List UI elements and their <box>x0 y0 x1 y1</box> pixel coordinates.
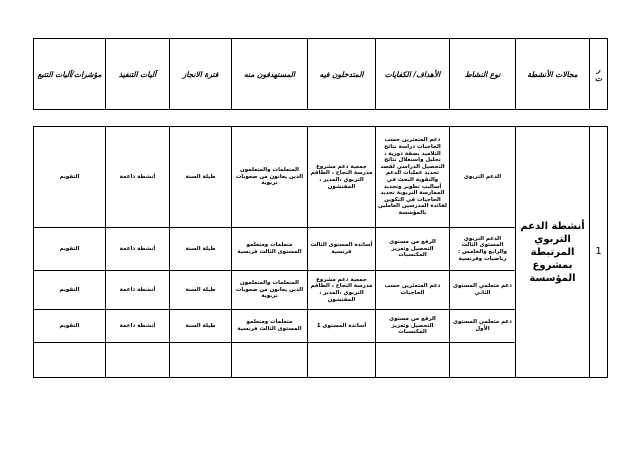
cell-beneficiaries: متعلمات ومتعلمو المستوى الثالث فرنسية <box>232 228 308 271</box>
header-period: فترة الانجاز <box>170 39 232 110</box>
cell-indicators: التقويم <box>34 310 106 343</box>
cell-period: طيلة السنة <box>170 310 232 343</box>
header-row <box>34 39 608 110</box>
cell-mechanisms: أنشطة داعمة <box>106 228 170 271</box>
cell-type: دعم متعلمي المستوى الثاني <box>450 271 516 310</box>
activity-plan-table <box>33 38 608 378</box>
table-row <box>34 127 608 228</box>
header-beneficiaries: المستهدفون منه <box>232 39 308 110</box>
cell-actors: جمعية دعم مشروع مدرسة النجاح ، الطاقم التربوي ،المدير ، المفتشون <box>308 271 376 310</box>
cell-type: دعم متعلمي المستوى الأول <box>450 310 516 343</box>
header-mechanisms: آليات التنفيذ <box>106 39 170 110</box>
cell-indicators: التقويم <box>34 127 106 228</box>
header-objectives: الأهداف/ الكفايات <box>376 39 450 110</box>
cell-objectives: الرفع من مستوى التحصيل وتعزيز المكتسبات <box>376 310 450 343</box>
spacer-row <box>34 110 608 127</box>
header-actors: المتدخلون فيه <box>308 39 376 110</box>
cell-indicators: التقويم <box>34 228 106 271</box>
cell-period: طيلة السنة <box>170 228 232 271</box>
cell-objectives: الرفع من مستوى التحصيل وتعزيز المكتسبات <box>376 228 450 271</box>
cell-actors: جمعية دعم مشروع مدرسة النجاح ، الطاقم التربوي ،المدير ، المفتشون <box>308 127 376 228</box>
cell-beneficiaries: متعلمات ومتعلمو المستوى الثالث فرنسية <box>232 310 308 343</box>
cell-period: طيلة السنة <box>170 127 232 228</box>
cell-actors: أساتذة المستوى الثالث فرنسية <box>308 228 376 271</box>
header-indicators: مؤشرات/آليات التتبع <box>34 39 106 110</box>
section-number: 1 <box>590 127 608 378</box>
header-domains: مجالات الأنشطة <box>516 39 590 110</box>
cell-beneficiaries: المتعلمات والمتعلمون الذين يعانون من صعوبات تربوية <box>232 271 308 310</box>
cell-period: طيلة السنة <box>170 271 232 310</box>
cell-type: الدعم التربوي المستوى الثالث والرابع والخامس : رياضيات وفرنسية <box>450 228 516 271</box>
cell-mechanisms: أنشطة داعمة <box>106 127 170 228</box>
header-num: ر ت <box>590 39 608 110</box>
cell-indicators: التقويم <box>34 271 106 310</box>
section-domain: أنشطة الدعم التربوي المرتبطة بمشروع المؤسسة <box>516 127 590 378</box>
cell-actors: أساتذة المستوى 1 <box>308 310 376 343</box>
cell-beneficiaries: المتعلمات والمتعلمون الذين يعانون من صعوبات تربوية <box>232 127 308 228</box>
cell-mechanisms: أنشطة داعمة <box>106 310 170 343</box>
cell-mechanisms: أنشطة داعمة <box>106 271 170 310</box>
cell-type: الدعم التربوي <box>450 127 516 228</box>
cell-objectives: دعم المتعثرين حسب الحاجيات دراسة نتائج التلاميذ بصفة دورية ، تحليل واستغلال نتائج التحصيل الدراسي لقصد تحديد عمليات الدعم والتقوية البحث في أساليب تطوير وتجديد الممارسة التربوية تحديد الحاجيات في التكوين لفائدة المدرسين العاملين بالمؤسسة <box>376 127 450 228</box>
cell-objectives: دعم المتعثرين حسب الحاجيات <box>376 271 450 310</box>
header-type: نوع النشاط <box>450 39 516 110</box>
